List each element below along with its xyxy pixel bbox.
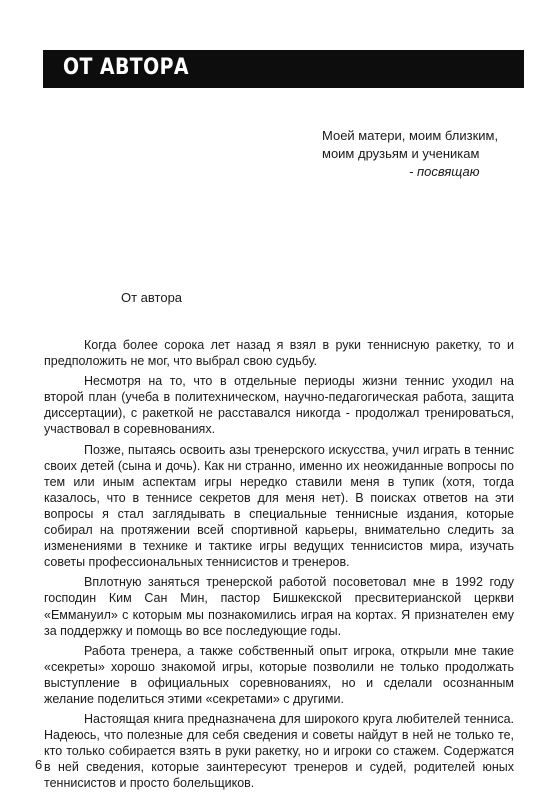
section-title: От автора [121, 290, 183, 305]
paragraph: Настоящая книга предназначена для широкого круга любителей тенниса. Надеюсь, что полезные для себя сведения и советы найдут в ней не только те, кто только собирается взять в руки ракетку, но и игроки со стажем. Содержатся в ней сведения, которые заинтересуют тренеров и судей, родителей юных теннисистов и просто болельщиков. [44, 712, 514, 791]
dedication-line: Моей матери, моим близким, [322, 128, 499, 143]
paragraph: Вплотную заняться тренерской работой посоветовал мне в 1992 году господин Ким Сан Мин, пастор Бишкекской пресвитерианской церкви «Еммануил» с которым мы познакомились играя на кортах. Я признателен ему за поддержку и помощь во все последующие годы. [44, 575, 514, 638]
paragraph: Когда более сорока лет назад я взял в руки теннисную ракетку, то и предположить не мог, что выбрал свою судьбу. [44, 338, 514, 369]
body-text [44, 337, 514, 796]
page-number: 6 [35, 757, 43, 772]
paragraph: Несмотря на то, что в отдельные периоды жизни теннис уходил на второй план (учеба в политехническом, научно-педагогическая работа, защита диссертации), с ракеткой не расставался никогда - продолжал тренироваться, участвовал в соревнованиях. [44, 374, 514, 437]
dedication-signature: - посвящаю [409, 164, 480, 179]
dedication-line: моим друзьям и ученикам [322, 146, 480, 161]
chapter-header-band [43, 50, 524, 88]
chapter-title: ОТ АВТОРА [63, 55, 190, 80]
paragraph: Работа тренера, а также собственный опыт игрока, открыли мне такие «секреты» хорошо знакомой игры, которые позволили не только продолжать выступление в официальных соревнованиях, но и сделали осознанным желание поделиться этими «секретами» с другими. [44, 643, 514, 706]
paragraph: Позже, пытаясь освоить азы тренерского искусства, учил играть в теннис своих детей (сына и дочь). Как ни странно, именно их неожиданные вопросы по тем или иным аспектам игры нередко ставили меня в тупик (хотя, тогда казалось, что в теннисе секретов для меня нет). В поисках ответов на эти вопросы я стал заглядывать в специальные теннисные издания, которые собирал на протяжении всей спортивной карьеры, внимательно следить за изменениями в технике и тактике игры ведущих теннисистов мира, изучать советы профессиональных теннисистов и тренеров. [44, 442, 514, 570]
dedication [322, 127, 498, 181]
